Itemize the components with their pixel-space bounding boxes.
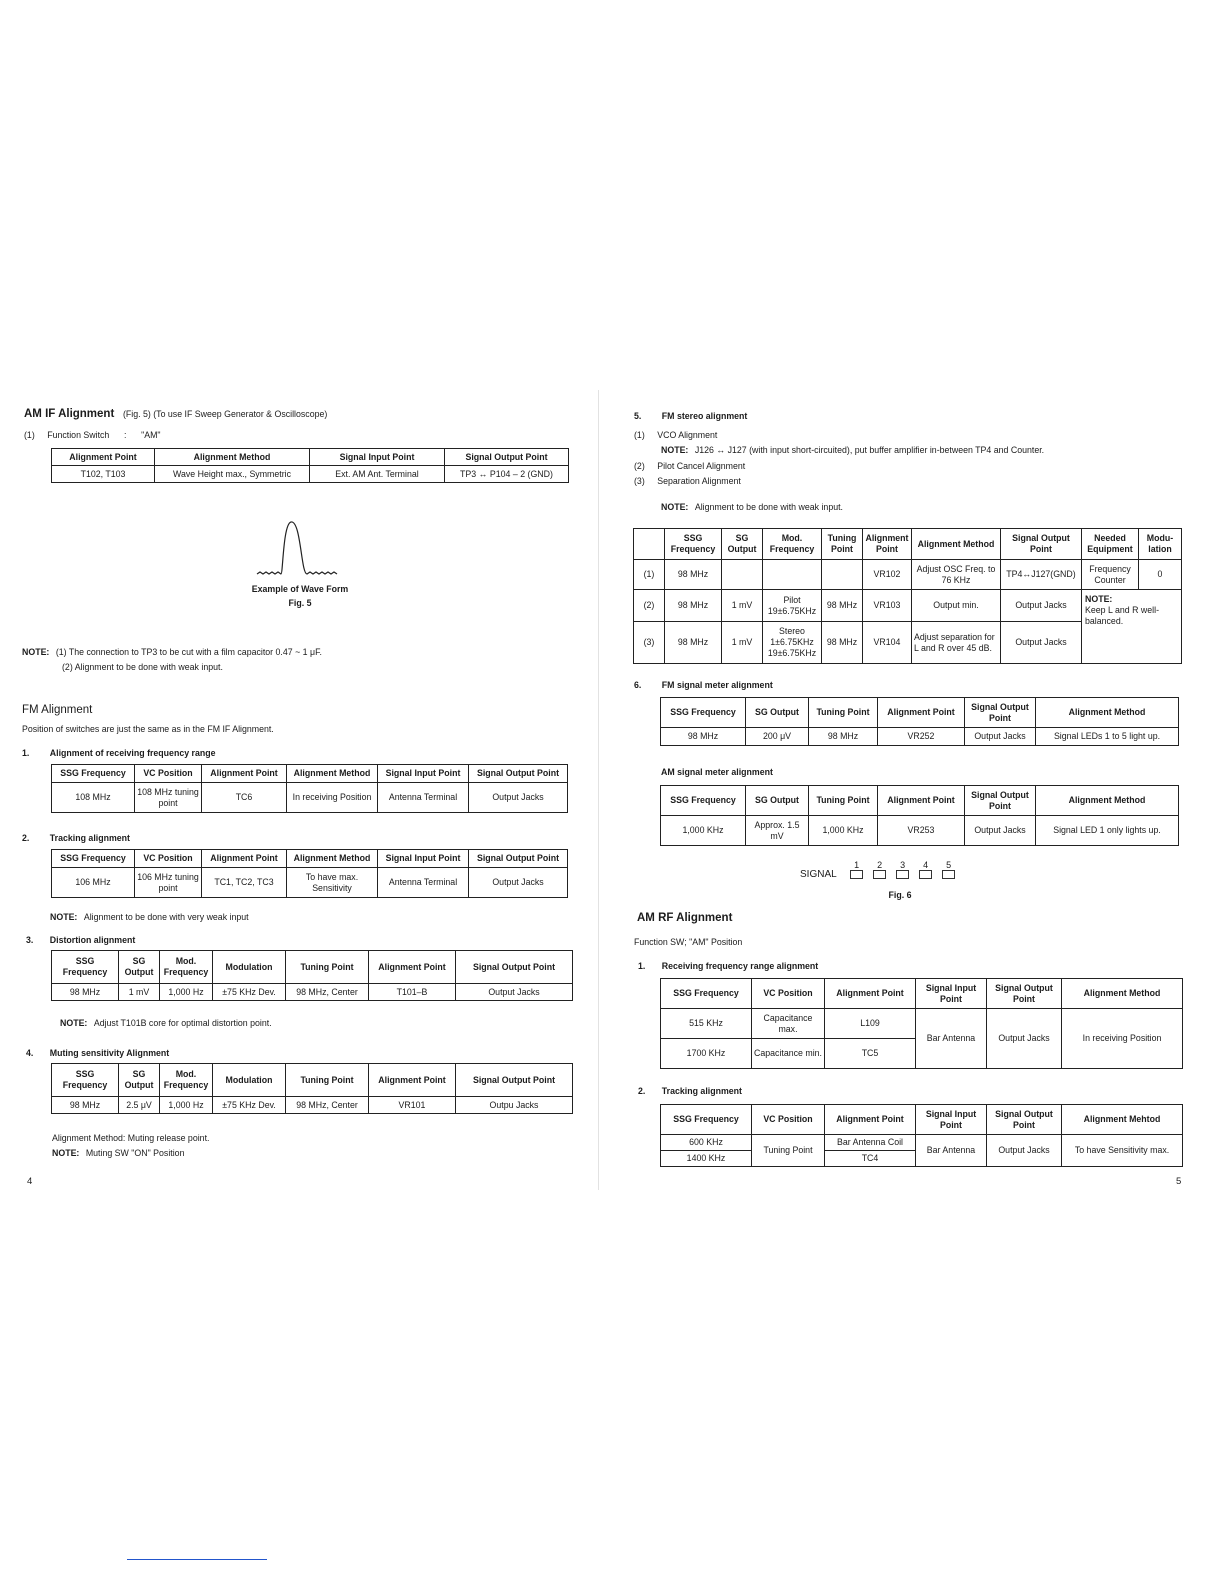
table-header: SSG Frequency [661,786,746,816]
table-cell: Capacitance min. [752,1039,825,1069]
table-cell: 2.5 μV [119,1097,160,1114]
table-header: SSG Frequency [661,698,746,728]
pilot-item [634,461,745,471]
section-number: 6. [634,680,642,690]
table-header: Alignment Point [825,979,916,1009]
am-if-item [24,430,161,440]
table-header: Alignment Method [155,449,310,466]
table-header: Tuning Point [822,529,863,560]
am-if-note-2: (2) Alignment to be done with weak input. [62,662,223,672]
table-cell: 98 MHz [665,622,722,664]
table-cell: Outpu Jacks [456,1097,573,1114]
muting-note [52,1148,184,1158]
table-cell: 1 mV [722,590,763,622]
page-number-left: 4 [27,1176,33,1187]
table-cell: In receiving Position [287,783,378,813]
note-text: Keep L and R well-balanced. [1085,604,1160,626]
table-header: Modulation [213,951,286,984]
section-title: Alignment of receiving frequency range [49,748,216,758]
table-header: Signal Output Point [1001,529,1082,560]
table-header: Mod. Frequency [763,529,822,560]
table-header: Alignment Method [912,529,1001,560]
table-cell: 200 μV [746,728,809,746]
vco-item [634,430,717,440]
signal-led-3 [896,860,910,879]
am-rf-section-2-heading [638,1086,742,1096]
section-title: Tracking alignment [49,833,130,843]
table-cell: Tuning Point [752,1135,825,1167]
table-cell: Signal LEDs 1 to 5 light up. [1036,728,1179,746]
table-header: SG Output [746,698,809,728]
table-header: Tuning Point [809,698,878,728]
table-header: SG Output [119,1064,160,1097]
led-icon [873,871,886,879]
fm-section-3-heading [26,935,135,945]
led-number: 1 [854,860,860,870]
note-label: NOTE: [22,647,50,657]
table-cell: Antenna Terminal [378,783,469,813]
table-header: Signal Output Point [987,1105,1062,1135]
led-number: 2 [877,860,883,870]
section-title: Muting sensitivity Alignment [49,1048,170,1058]
am-if-table [51,448,569,483]
table-cell: 515 KHz [661,1009,752,1039]
table-header: Signal Output Point [469,850,568,868]
wave-form-caption: Example of Wave Form [251,584,349,594]
item-number: (2) [634,461,645,471]
table-cell: Capacitance max. [752,1009,825,1039]
table-header: SG Output [746,786,809,816]
fm-stereo-table [633,528,1182,664]
table-header: Alignment Method [1062,979,1183,1009]
am-if-heading [24,408,327,420]
table-header: Signal Output Point [965,698,1036,728]
am-rf-title: AM RF Alignment [637,912,733,924]
led-icon [942,871,955,879]
table-cell: TC1, TC2, TC3 [202,868,287,898]
fm-alignment-title: FM Alignment [22,704,93,716]
table-cell: VR103 [863,590,912,622]
fm-intro: Position of switches are just the same as in the FM IF Alignment. [22,724,274,734]
table-header: Signal Input Point [378,850,469,868]
section-title: FM stereo alignment [661,411,748,421]
table-cell: ±75 KHz Dev. [213,1097,286,1114]
table-header: Signal Output Point [469,765,568,783]
table-header: VC Position [752,979,825,1009]
table-cell: T102, T103 [52,466,155,483]
led-number: 5 [946,860,952,870]
table-header: Tuning Point [286,1064,369,1097]
table-cell: (1) [634,560,665,590]
table-header: Signal Output Point [987,979,1062,1009]
section-title: Receiving frequency range alignment [661,961,819,971]
table-header: Mod. Frequency [160,1064,213,1097]
table-header: Alignment Point [369,1064,456,1097]
table-cell: Output Jacks [965,728,1036,746]
fig5-label: Fig. 5 [288,598,312,608]
am-rf-intro: Function SW; "AM" Position [634,937,743,947]
table-cell: VR104 [863,622,912,664]
table-cell: Output Jacks [987,1009,1062,1069]
table-cell: 0 [1139,560,1182,590]
stereo-section-heading [634,411,747,421]
signal-led-2 [873,860,887,879]
table-cell: ±75 KHz Dev. [213,984,286,1001]
table-cell: VR101 [369,1097,456,1114]
section-title: FM signal meter alignment [661,680,773,690]
section-number: 2. [638,1086,646,1096]
table-header: Alignment Point [825,1105,916,1135]
note-text: Adjust T101B core for optimal distortion point. [93,1018,272,1028]
table-cell: Bar Antenna [916,1135,987,1167]
item-text: Pilot Cancel Alignment [657,461,746,471]
weak-input-note [661,502,843,512]
item-text: VCO Alignment [657,430,718,440]
am-meter-title: AM signal meter alignment [661,767,773,777]
table-header: VC Position [752,1105,825,1135]
table-cell: Bar Antenna Coil [825,1135,916,1151]
table-cell: VR252 [878,728,965,746]
table-cell: Signal LED 1 only lights up. [1036,816,1179,846]
fm-range-table [51,764,568,813]
am-if-title: AM IF Alignment [24,408,115,420]
table-cell: Approx. 1.5 mV [746,816,809,846]
table-header: Signal Input Point [916,979,987,1009]
table-cell: 1 mV [722,622,763,664]
fm-section-2-heading [22,833,130,843]
fm-section-1-heading [22,748,216,758]
fm-distortion-table [51,950,573,1001]
led-number: 3 [900,860,906,870]
am-rf-section-1-heading [638,961,818,971]
table-cell: 98 MHz [822,590,863,622]
fm-distortion-note [60,1018,272,1028]
table-header: Signal Input Point [916,1105,987,1135]
table-cell: Output Jacks [987,1135,1062,1167]
table-header: Alignment Point [878,698,965,728]
signal-led-5 [942,860,956,879]
table-header: SSG Frequency [52,850,135,868]
table-header: Signal Output Point [965,786,1036,816]
table-cell: Output Jacks [469,783,568,813]
table-header: SSG Frequency [52,1064,119,1097]
item-number: (1) [24,430,35,440]
table-header: Alignment Method [287,765,378,783]
table-cell: Ext. AM Ant. Terminal [310,466,445,483]
table-header [634,529,665,560]
table-cell: VR102 [863,560,912,590]
table-header: Modu- lation [1139,529,1182,560]
table-cell: 1,000 Hz [160,984,213,1001]
note-label: NOTE: [661,445,689,455]
table-cell: 1,000 KHz [809,816,878,846]
led-icon [896,871,909,879]
table-cell: TC4 [825,1151,916,1167]
table-cell: 98 MHz, Center [286,984,369,1001]
note-label: NOTE: [1085,594,1113,604]
table-cell: 600 KHz [661,1135,752,1151]
separation-item [634,476,741,486]
fm-meter-table [660,697,1179,746]
note-text: Muting SW "ON" Position [85,1148,185,1158]
section-number: 3. [26,935,34,945]
note-text: Alignment to be done with weak input. [694,502,844,512]
am-rf-range-table [660,978,1183,1069]
note-text: Alignment to be done with very weak input [83,912,249,922]
table-cell: Antenna Terminal [378,868,469,898]
table-cell: To have max. Sensitivity [287,868,378,898]
table-cell: (2) [634,590,665,622]
page-number-right: 5 [1176,1176,1182,1187]
table-header: Alignment Point [202,765,287,783]
signal-led-4 [919,860,933,879]
table-cell: Bar Antenna [916,1009,987,1069]
table-header: Alignment Point [863,529,912,560]
table-header: SSG Frequency [661,979,752,1009]
table-cell: Pilot 19±6.75KHz [763,590,822,622]
item-text: Separation Alignment [657,476,741,486]
table-cell: Frequency Counter [1082,560,1139,590]
signal-led-figure [800,860,956,879]
table-header: Signal Output Point [456,951,573,984]
table-cell: Output Jacks [1001,590,1082,622]
table-cell: 98 MHz [661,728,746,746]
table-header: Tuning Point [809,786,878,816]
table-header: SG Output [722,529,763,560]
table-header: Alignment Method [1036,698,1179,728]
led-icon [919,871,932,879]
table-header: Alignment Point [878,786,965,816]
section-number: 1. [22,748,30,758]
signal-label: SIGNAL [800,869,837,880]
table-cell: In receiving Position [1062,1009,1183,1069]
table-cell: Adjust separation for L and R over 45 dB. [912,622,1001,664]
table-header: Signal Output Point [456,1064,573,1097]
fm-muting-table [51,1063,573,1114]
table-cell: 1,000 Hz [160,1097,213,1114]
note-label: NOTE: [661,502,689,512]
table-header: Signal Input Point [310,449,445,466]
am-if-note [22,647,322,657]
fig6-label: Fig. 6 [888,890,912,900]
table-header: Signal Output Point [445,449,569,466]
table-cell: Output Jacks [1001,622,1082,664]
wave-form-figure [255,518,355,580]
table-header: SSG Frequency [52,951,119,984]
note-label: NOTE: [60,1018,88,1028]
section-number: 5. [634,411,642,421]
table-cell: 98 MHz [52,1097,119,1114]
table-cell: 98 MHz [822,622,863,664]
fm-tracking-table [51,849,568,898]
vco-note [661,445,1044,455]
table-cell: 98 MHz [665,560,722,590]
table-cell: T101–B [369,984,456,1001]
note-label: NOTE: [52,1148,80,1158]
table-cell: 98 MHz [809,728,878,746]
table-cell: Output Jacks [965,816,1036,846]
muting-method: Alignment Method: Muting release point. [52,1133,210,1143]
section-number: 1. [638,961,646,971]
note-text: (1) The connection to TP3 to be cut with a film capacitor 0.47 ~ 1 μF. [55,647,322,657]
table-cell: (3) [634,622,665,664]
table-header: Needed Equipment [1082,529,1139,560]
table-cell [822,560,863,590]
table-header: VC Position [135,850,202,868]
table-header: Signal Input Point [378,765,469,783]
table-cell: Wave Height max., Symmetric [155,466,310,483]
table-cell: TP4↔J127(GND) [1001,560,1082,590]
table-header: Modulation [213,1064,286,1097]
table-header: SSG Frequency [52,765,135,783]
section-number: 2. [22,833,30,843]
note-text: J126 ↔ J127 (with input short-circuited), put buffer amplifier in-between TP4 and Counter. [694,445,1045,455]
table-cell: 98 MHz [665,590,722,622]
section-title: Distortion alignment [49,935,136,945]
signal-led-1 [850,860,864,879]
table-header: SG Output [119,951,160,984]
fm-meter-heading [634,680,773,690]
item-number: (1) [634,430,645,440]
led-number: 4 [923,860,929,870]
table-cell: Stereo 1±6.75KHz 19±6.75KHz [763,622,822,664]
am-meter-table [660,785,1179,846]
am-if-subtitle: (Fig. 5) (To use IF Sweep Generator & Oscilloscope) [122,409,328,419]
table-header: Alignment Point [202,850,287,868]
table-header: Mod. Frequency [160,951,213,984]
section-title: Tracking alignment [661,1086,742,1096]
am-rf-tracking-table [660,1104,1183,1167]
table-header: SSG Frequency [665,529,722,560]
table-cell [722,560,763,590]
fm-section-4-heading [26,1048,169,1058]
table-cell: VR253 [878,816,965,846]
table-header: VC Position [135,765,202,783]
table-cell: L109 [825,1009,916,1039]
page-divider [598,390,599,1190]
table-header: Alignment Mehtod [1062,1105,1183,1135]
table-cell: TC5 [825,1039,916,1069]
table-cell: Output min. [912,590,1001,622]
item-number: (3) [634,476,645,486]
table-header: Alignment Method [287,850,378,868]
table-header: SSG Frequency [661,1105,752,1135]
table-cell: 98 MHz, Center [286,1097,369,1114]
table-cell: 106 MHz [52,868,135,898]
table-header: Alignment Point [52,449,155,466]
table-cell: Output Jacks [469,868,568,898]
table-cell: 108 MHz tuning point [135,783,202,813]
table-cell: 108 MHz [52,783,135,813]
scan-artifact-line [127,1559,267,1560]
table-cell: Adjust OSC Freq. to 76 KHz [912,560,1001,590]
table-cell: 98 MHz [52,984,119,1001]
table-cell: 1 mV [119,984,160,1001]
item-text: Function Switch : "AM" [47,430,161,440]
table-cell: TC6 [202,783,287,813]
table-header: Alignment Point [369,951,456,984]
stereo-note-cell [1082,590,1182,664]
table-cell: 1700 KHz [661,1039,752,1069]
table-cell: 106 MHz tuning point [135,868,202,898]
table-cell: TP3 ↔ P104 – 2 (GND) [445,466,569,483]
table-cell: To have Sensitivity max. [1062,1135,1183,1167]
table-cell: 1400 KHz [661,1151,752,1167]
table-cell: Output Jacks [456,984,573,1001]
note-label: NOTE: [50,912,78,922]
table-header: Alignment Method [1036,786,1179,816]
table-cell [763,560,822,590]
led-icon [850,871,863,879]
table-cell: 1,000 KHz [661,816,746,846]
fm-tracking-note [50,912,249,922]
table-header: Tuning Point [286,951,369,984]
section-number: 4. [26,1048,34,1058]
